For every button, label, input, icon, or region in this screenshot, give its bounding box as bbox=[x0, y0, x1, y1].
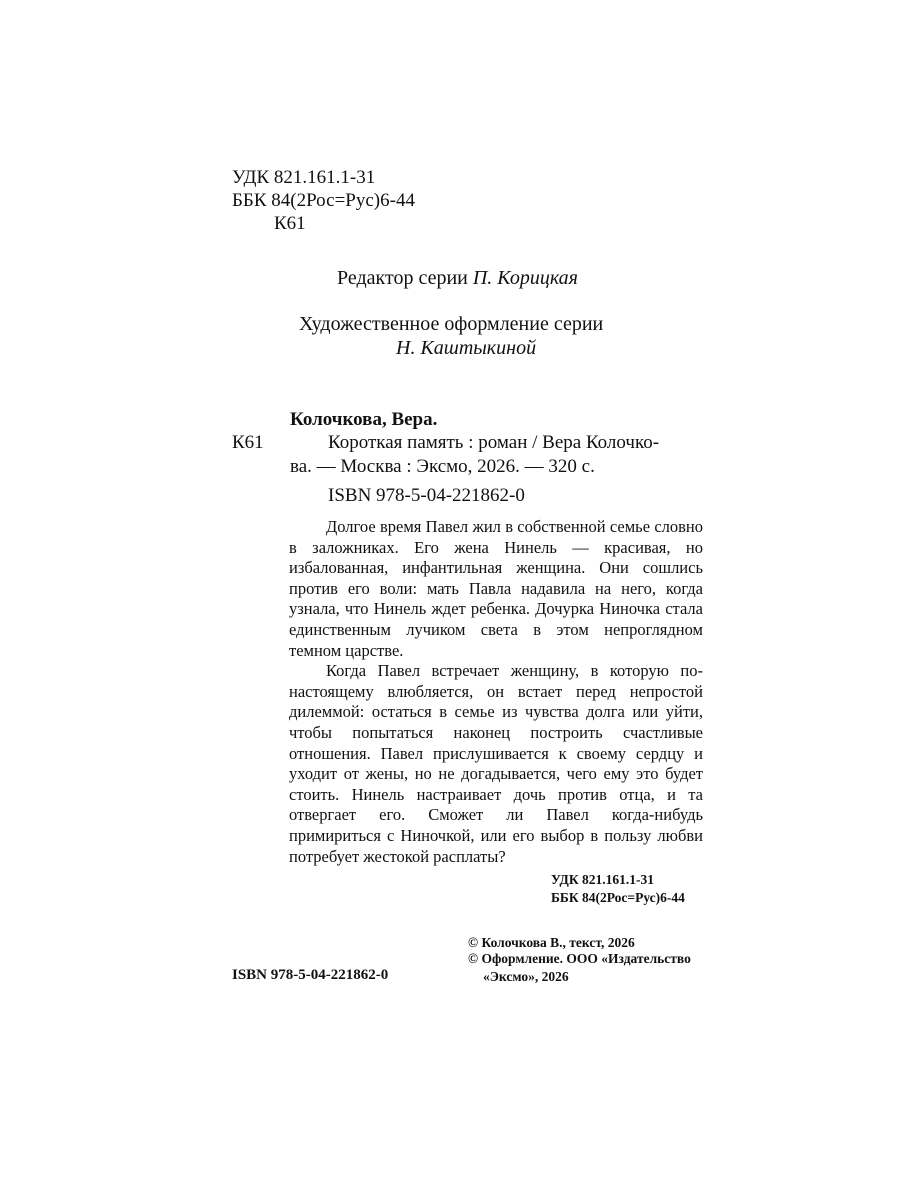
series-editor-name: П. Корицкая bbox=[472, 267, 578, 289]
annotation-bbk: ББК 84(2Рос=Рус)6-44 bbox=[551, 890, 685, 905]
annotation-paragraph: Долгое время Павел жил в собственной семье словно в заложниках. Его жена Нинель — красивая, но избалованная, инфантильная женщина. Они сошлись против его воли: мать Павла надавила на него, когда узнала, что Нинель ждет ребенка. Дочурка Ниночка стала единственным лучиком света в этом непроглядном темном царстве. bbox=[289, 517, 703, 660]
series-design-name: Н. Каштыкиной bbox=[396, 337, 537, 359]
annotation-paragraph: Когда Павел встречает женщину, в которую по-настоящему влюбляется, он встает перед непростой дилеммой: остаться в семье из чувства долга или уйти, чтобы попытаться наконец построить счастливые отношения. Павел прислушивается к своему сердцу и уходит от жены, но не догадывается, чего ему это будет стоить. Нинель настраивает дочь против отца, и та отвергает его. Сможет ли Павел когда-нибудь примириться с Ниночкой, или его выбор в пользу любви потребует жестокой расплаты? bbox=[289, 661, 703, 866]
series-editor-line bbox=[337, 265, 578, 291]
bibliographic-line-1: Короткая память : роман / Вера Колочко- bbox=[328, 432, 660, 453]
annotation-text bbox=[289, 517, 703, 867]
udk-code: УДК 821.161.1-31 bbox=[232, 167, 376, 188]
annotation-udk: УДК 821.161.1-31 bbox=[551, 872, 654, 887]
bibliographic-isbn: ISBN 978-5-04-221862-0 bbox=[328, 485, 525, 506]
copyright-design-line-1: © Оформление. ООО «Издательство bbox=[468, 951, 691, 966]
footer-isbn: ISBN 978-5-04-221862-0 bbox=[232, 967, 389, 983]
author-heading: Колочкова, Вера. bbox=[290, 409, 438, 430]
bibliographic-line-2: ва. — Москва : Эксмо, 2026. — 320 с. bbox=[290, 456, 595, 477]
copyright-text: © Колочкова В., текст, 2026 bbox=[468, 935, 635, 950]
series-design-label: Художественное оформление серии bbox=[299, 313, 604, 335]
copyright-design-line-2: «Эксмо», 2026 bbox=[483, 969, 569, 984]
author-mark: К61 bbox=[274, 213, 306, 234]
bibliographic-mark: К61 bbox=[232, 432, 264, 453]
bbk-code: ББК 84(2Рос=Рус)6-44 bbox=[232, 190, 415, 211]
series-editor-label: Редактор серии bbox=[337, 267, 468, 289]
